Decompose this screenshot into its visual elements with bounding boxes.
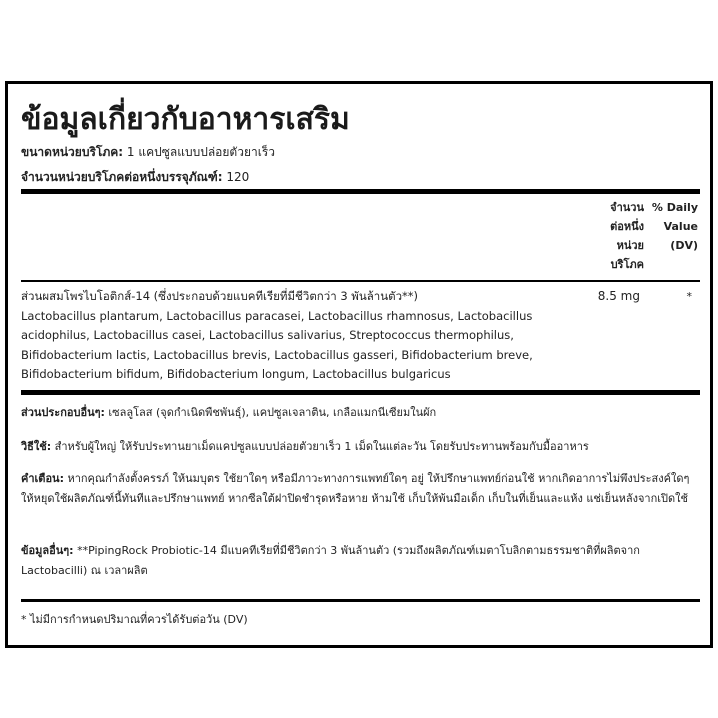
supplement-facts-panel bbox=[5, 81, 713, 648]
other-info bbox=[21, 541, 694, 580]
other-info-label: ข้อมูลอื่นๆ: bbox=[21, 544, 74, 557]
column-header-line: บริโภค bbox=[610, 258, 644, 271]
serving-size bbox=[21, 143, 275, 162]
warning-label: คำเตือน: bbox=[21, 472, 64, 485]
other-ingredients bbox=[21, 403, 694, 423]
column-header-line: (DV) bbox=[670, 239, 698, 252]
divider-footnote bbox=[21, 599, 700, 602]
divider-thick bbox=[21, 390, 700, 395]
divider-thick bbox=[21, 189, 700, 194]
directions bbox=[21, 437, 694, 457]
ingredient-name bbox=[21, 287, 581, 385]
servings-per-container bbox=[21, 168, 249, 187]
column-header-line: % Daily bbox=[651, 201, 698, 214]
servings-per-container-value: 120 bbox=[226, 170, 250, 184]
panel-content bbox=[21, 84, 700, 645]
ingredient-strains: Lactobacillus plantarum, Lactobacillus paracasei, Lactobacillus rhamnosus, Lactobacillus acidophilus, Lactobacillus casei, Lactobacillus salivarius, Streptococcus thermophilus, Bifidobacterium lactis, Lactobacillus brevis, Lactobacillus gasseri, Bifidobacterium breve, Bifidobacterium bifidum, Bifidobacterium longum, Lactobacillus bulgaricus bbox=[21, 308, 533, 381]
other-ingredients-label: ส่วนประกอบอื่นๆ: bbox=[21, 406, 105, 419]
directions-value: สำหรับผู้ใหญ่ ให้รับประทานยาเม็ดแคปซูลแบบปล่อยตัวยาเร็ว 1 เม็ดในแต่ละวัน โดยรับประทานพร้อมกับมื้ออาหาร bbox=[54, 440, 589, 453]
ingredient-daily-value: * bbox=[686, 290, 692, 303]
warning-value: หากคุณกำลังตั้งครรภ์ ให้นมบุตร ใช้ยาใดๆ หรือมีภาวะทางการแพทย์ใดๆ อยู่ ให้ปรึกษาแพทย์ก่อนใช้ หากเกิดอาการไม่พึงประสงค์ใดๆ ให้หยุดใช้ผลิตภัณฑ์นี้ทันทีและปรึกษาแพทย์ หากซีลใต้ฝาปิดชำรุดหรือหาย ห้ามใช้ เก็บให้พ้นมือเด็ก เก็บในที่เย็นและแห้ง แช่เย็นหลังจากเปิดใช้ bbox=[21, 472, 690, 505]
footnote: * ไม่มีการกำหนดปริมาณที่ควรได้รับต่อวัน (DV) bbox=[21, 613, 248, 626]
serving-size-value: 1 แคปซูลแบบปล่อยตัวยาเร็ว bbox=[126, 145, 275, 159]
column-header-daily-value bbox=[648, 198, 698, 255]
column-header-line: ต่อหนึ่ง bbox=[610, 220, 644, 233]
ingredient-amount: 8.5 mg bbox=[597, 289, 640, 303]
warning bbox=[21, 469, 694, 508]
ingredient-title: ส่วนผสมโพรไบโอติกส์-14 (ซึ่งประกอบด้วยแบคทีเรียที่มีชีวิตกว่า 3 พันล้านตัว**) bbox=[21, 289, 419, 303]
directions-label: วิธีใช้: bbox=[21, 440, 52, 453]
column-header-line: Value bbox=[663, 220, 698, 233]
servings-per-container-label: จำนวนหน่วยบริโภคต่อหนึ่งบรรจุภัณฑ์: bbox=[21, 170, 223, 184]
page-title: ข้อมูลเกี่ยวกับอาหารเสริม bbox=[21, 102, 350, 137]
divider-thin bbox=[21, 280, 700, 282]
serving-size-label: ขนาดหน่วยบริโภค: bbox=[21, 145, 124, 159]
column-header-line: หน่วย bbox=[616, 239, 644, 252]
column-header-amount-per-serving bbox=[574, 198, 644, 274]
other-info-value: **PipingRock Probiotic-14 มีแบคทีเรียที่มีชีวิตกว่า 3 พันล้านตัว (รวมถึงผลิตภัณฑ์เมตาโบลิกตามธรรมชาติที่ผลิตจาก Lactobacilli) ณ เวลาผลิต bbox=[21, 544, 640, 577]
other-ingredients-value: เซลลูโลส (จุดกำเนิดพืชพันธุ์), แคปซูลเจลาติน, เกลือแมกนีเซียมในผัก bbox=[108, 406, 437, 419]
column-header-line: จำนวน bbox=[610, 201, 644, 214]
